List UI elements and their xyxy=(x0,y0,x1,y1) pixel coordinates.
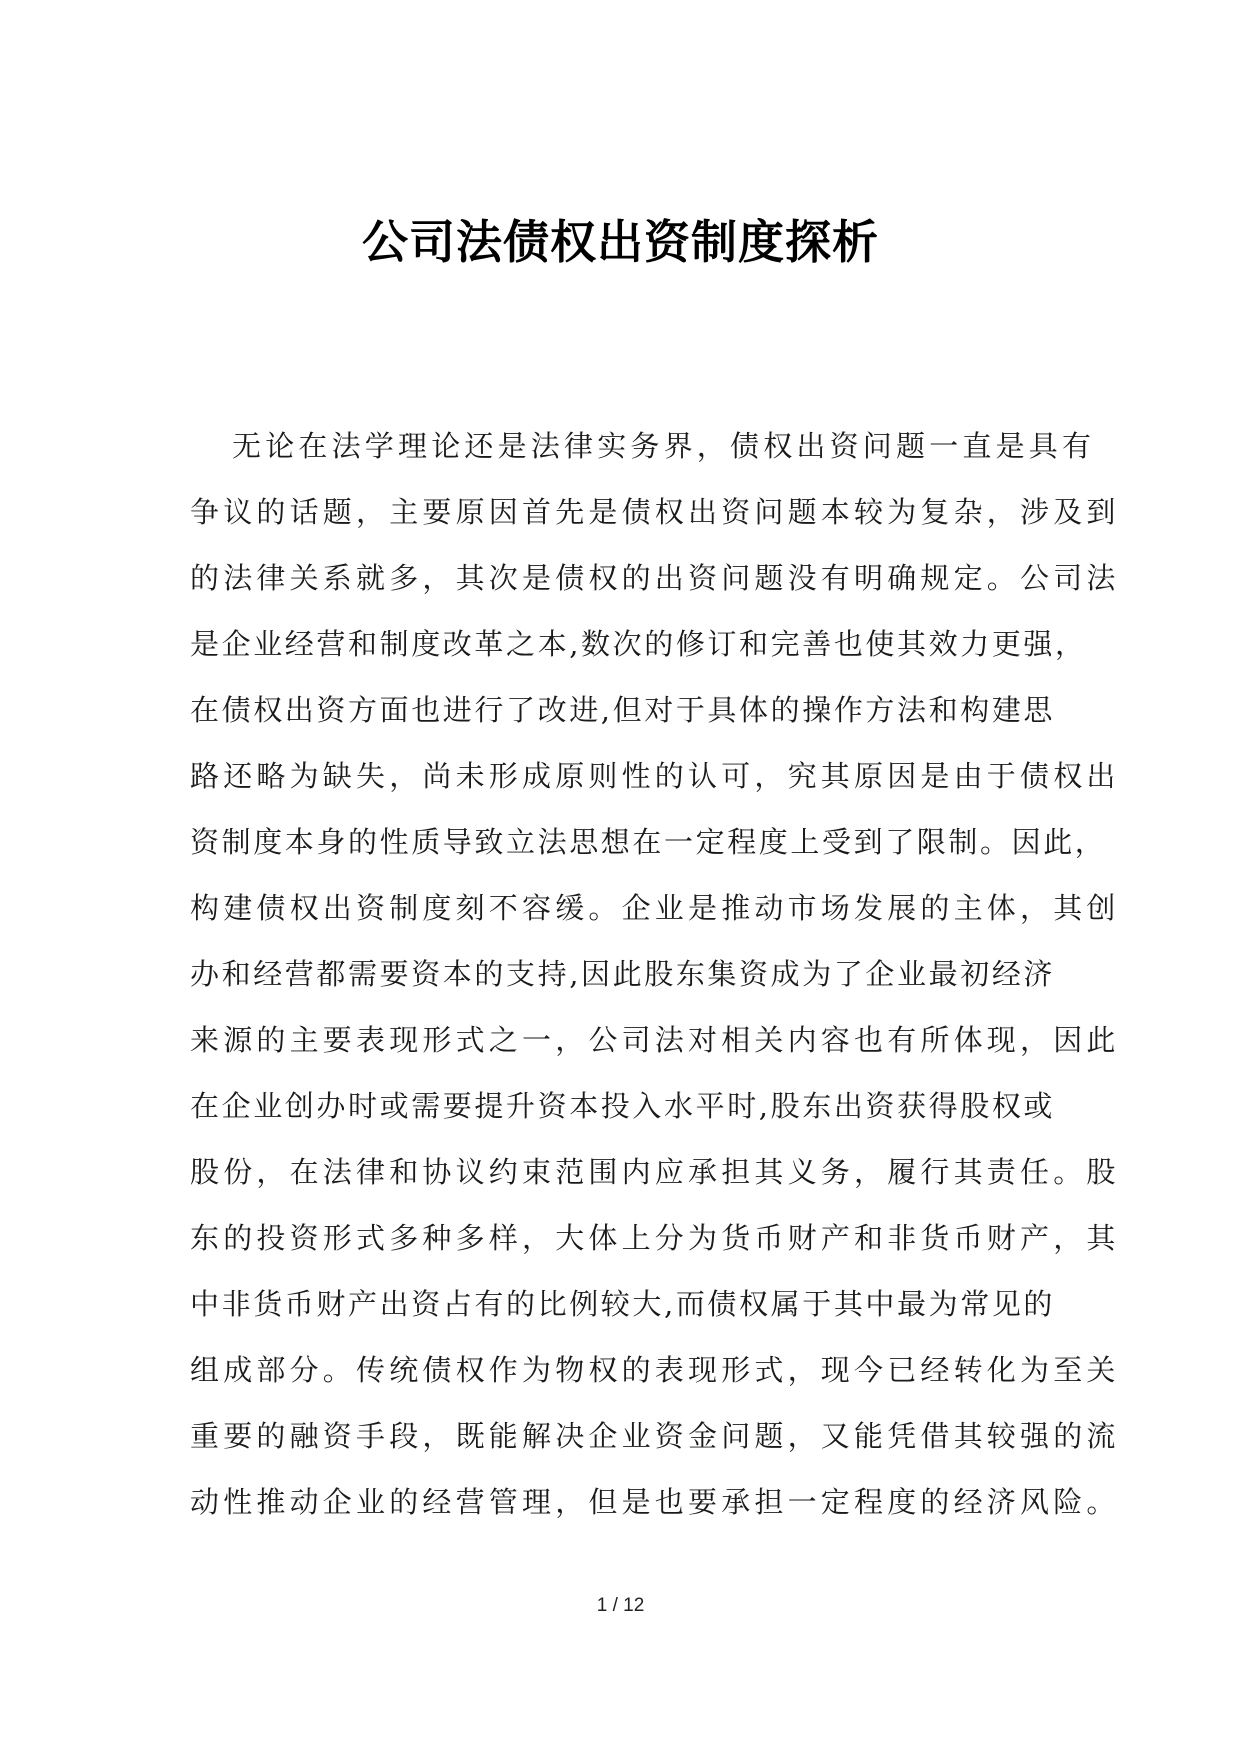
document-title: 公司法债权出资制度探析 xyxy=(362,215,879,269)
paragraph-line: 是企业经营和制度改革之本,数次的修订和完善也使其效力更强， xyxy=(190,627,1087,661)
paragraph-line: 无论在法学理论还是法律实务界，债权出资问题一直是具有 xyxy=(232,429,1096,463)
paragraph-line: 资制度本身的性质导致立法思想在一定程度上受到了限制。因此， xyxy=(190,825,1107,859)
paragraph-line: 中非货币财产出资占有的比例较大,而债权属于其中最为常见的 xyxy=(190,1287,1056,1321)
body-paragraph xyxy=(190,413,1120,1535)
paragraph-line: 争议的话题，主要原因首先是债权出资问题本较为复杂，涉及到 xyxy=(190,495,1120,529)
paragraph-line: 来源的主要表现形式之一，公司法对相关内容也有所体现，因此 xyxy=(190,1023,1120,1057)
paragraph-line: 的法律关系就多，其次是债权的出资问题没有明确规定。公司法 xyxy=(190,561,1120,595)
paragraph-line: 在债权出资方面也进行了改进,但对于具体的操作方法和构建思 xyxy=(190,693,1056,727)
paragraph-line: 重要的融资手段，既能解决企业资金问题，又能凭借其较强的流 xyxy=(190,1419,1120,1453)
paragraph-line: 构建债权出资制度刻不容缓。企业是推动市场发展的主体，其创 xyxy=(190,891,1120,925)
paragraph-line: 动性推动企业的经营管理，但是也要承担一定程度的经济风险。 xyxy=(190,1485,1120,1519)
paragraph-line: 在企业创办时或需要提升资本投入水平时,股东出资获得股权或 xyxy=(190,1089,1056,1123)
paragraph-line: 办和经营都需要资本的支持,因此股东集资成为了企业最初经济 xyxy=(190,957,1056,991)
page-number: 1 / 12 xyxy=(596,1595,645,1616)
paragraph-line: 股份，在法律和协议约束范围内应承担其义务，履行其责任。股 xyxy=(190,1155,1120,1189)
paragraph-line: 东的投资形式多种多样，大体上分为货币财产和非货币财产，其 xyxy=(190,1221,1120,1255)
paragraph-line: 组成部分。传统债权作为物权的表现形式，现今已经转化为至关 xyxy=(190,1353,1120,1387)
paragraph-line: 路还略为缺失，尚未形成原则性的认可，究其原因是由于债权出 xyxy=(190,759,1120,793)
